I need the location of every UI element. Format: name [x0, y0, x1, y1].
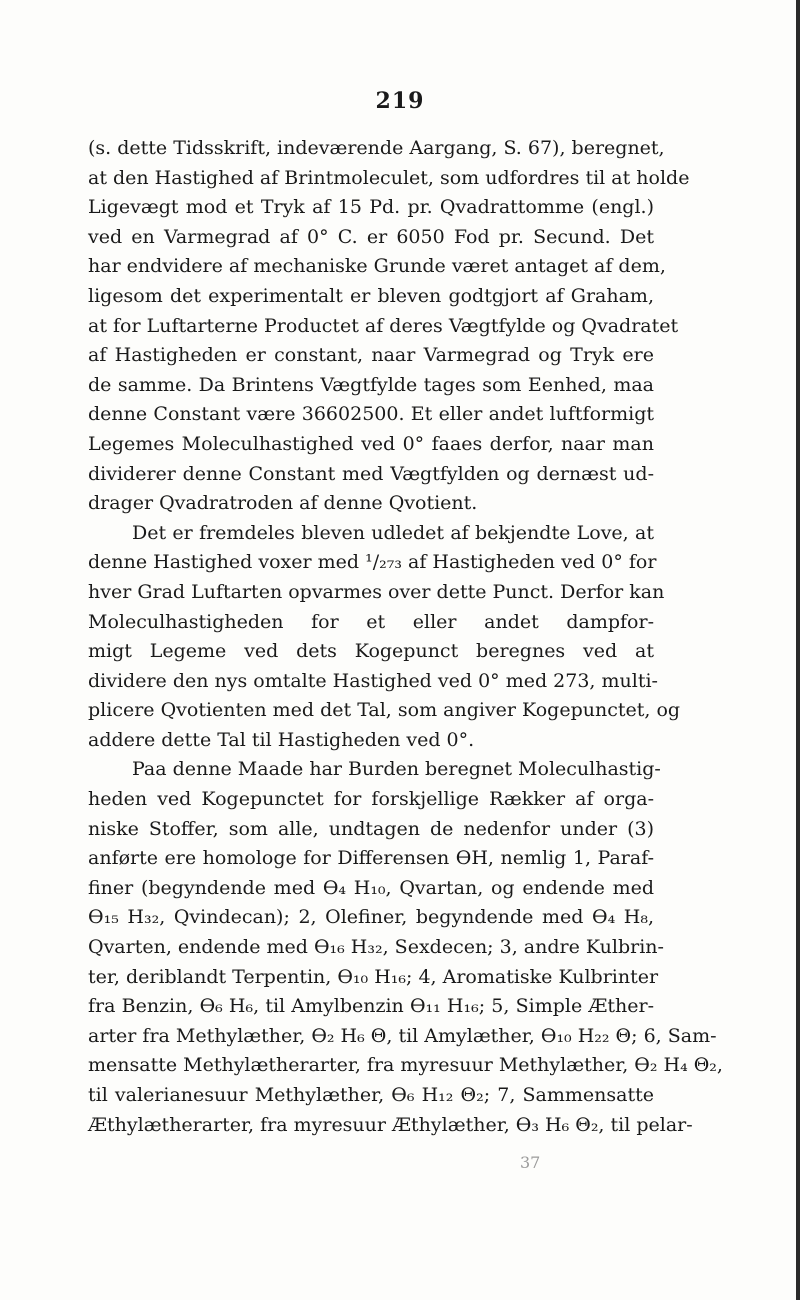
text-line: finer (begyndende med Ɵ₄ H₁₀, Qvartan, og endende med — [88, 876, 654, 899]
text-line: (s. dette Tidsskrift, indeværende Aargang, S. 67), beregnet, — [88, 137, 665, 159]
text-line: ved en Varmegrad af 0° C. er 6050 Fod pr. Secund. Det — [88, 225, 654, 248]
body-text — [88, 134, 723, 1140]
text-line: af Hastigheden er constant, naar Varmegrad og Tryk ere — [88, 344, 654, 367]
text-line: ter, deriblandt Terpentin, Ɵ₁₀ H₁₆; 4, Aromatiske Kulbrinter — [88, 965, 659, 988]
text-line: ligesom det experimentalt er bleven godtgjort af Graham, — [88, 284, 654, 307]
text-line: migt Legeme ved dets Kogepunct beregnes ved at — [88, 640, 654, 663]
text-line: hver Grad Luftarten opvarmes over dette Punct. Derfor kan — [88, 580, 665, 603]
paragraph-start-line: Paa denne Maade har Burden beregnet Moleculhastig- — [132, 758, 661, 781]
text-line: dividere den nys omtalte Hastighed ved 0° med 273, multi- — [88, 669, 658, 692]
text-line: mensatte Methylætherarter, fra myresuur Methylæther, Ɵ₂ H₄ Θ₂, — [88, 1054, 723, 1077]
text-line: at den Hastighed af Brintmoleculet, som udfordres til at holde — [88, 166, 690, 189]
text-line: de samme. Da Brintens Vægtfylde tages som Eenhed, maa — [88, 373, 654, 396]
page-number: 219 — [375, 88, 425, 114]
text-line: Ligevægt mod et Tryk af 15 Pd. pr. Qvadrattomme (engl.) — [88, 196, 654, 219]
text-line: heden ved Kogepunctet for forskjellige Rækker af orga- — [88, 788, 654, 811]
text-line: Legemes Moleculhastighed ved 0° faaes derfor, naar man — [88, 432, 654, 455]
text-line: Qvarten, endende med Ɵ₁₆ H₃₂, Sexdecen; 3, andre Kulbrin- — [88, 936, 664, 959]
page-edge-shadow — [796, 0, 800, 1300]
text-line: anførte ere homologe for Differensen ƟH, nemlig 1, Paraf- — [88, 847, 654, 870]
text-line: plicere Qvotienten med det Tal, som angiver Kogepunctet, og — [88, 699, 681, 722]
text-line: drager Qvadratroden af denne Qvotient. — [88, 492, 478, 515]
text-line: har endvidere af mechaniske Grunde været antaget af dem, — [88, 255, 666, 278]
text-line: dividerer denne Constant med Vægtfylden og dernæst ud- — [88, 462, 654, 485]
text-line: til valerianesuur Methylæther, Ɵ₆ H₁₂ Θ₂; 7, Sammensatte — [88, 1084, 654, 1106]
text-line: Æthylætherarter, fra myresuur Æthylæther, Ɵ₃ H₆ Θ₂, til pelar- — [88, 1113, 693, 1136]
text-line: denne Hastighed voxer med ¹/₂₇₃ af Hastigheden ved 0° for — [88, 551, 657, 574]
text-line: niske Stoffer, som alle, undtagen de nedenfor under (3) — [88, 817, 654, 840]
signature-mark: 37 — [520, 1153, 541, 1172]
text-line: at for Luftarterne Productet af deres Vægtfylde og Qvadratet — [88, 314, 679, 337]
text-line: Moleculhastigheden for et eller andet dampfor- — [88, 610, 654, 633]
text-line: fra Benzin, Ɵ₆ H₆, til Amylbenzin Ɵ₁₁ H₁₆; 5, Simple Æther- — [88, 995, 654, 1018]
text-line: addere dette Tal til Hastigheden ved 0°. — [88, 728, 475, 751]
text-line: arter fra Methylæther, Ɵ₂ H₆ Θ, til Amylæther, Ɵ₁₀ H₂₂ Θ; 6, Sam- — [88, 1024, 717, 1047]
text-line: denne Constant være 36602500. Et eller andet luftformigt — [88, 403, 654, 426]
text-line: Ɵ₁₅ H₃₂, Qvindecan); 2, Olefiner, begyndende med Ɵ₄ H₈, — [88, 906, 654, 929]
paragraph-start-line: Det er fremdeles bleven udledet af bekjendte Love, at — [132, 521, 654, 544]
